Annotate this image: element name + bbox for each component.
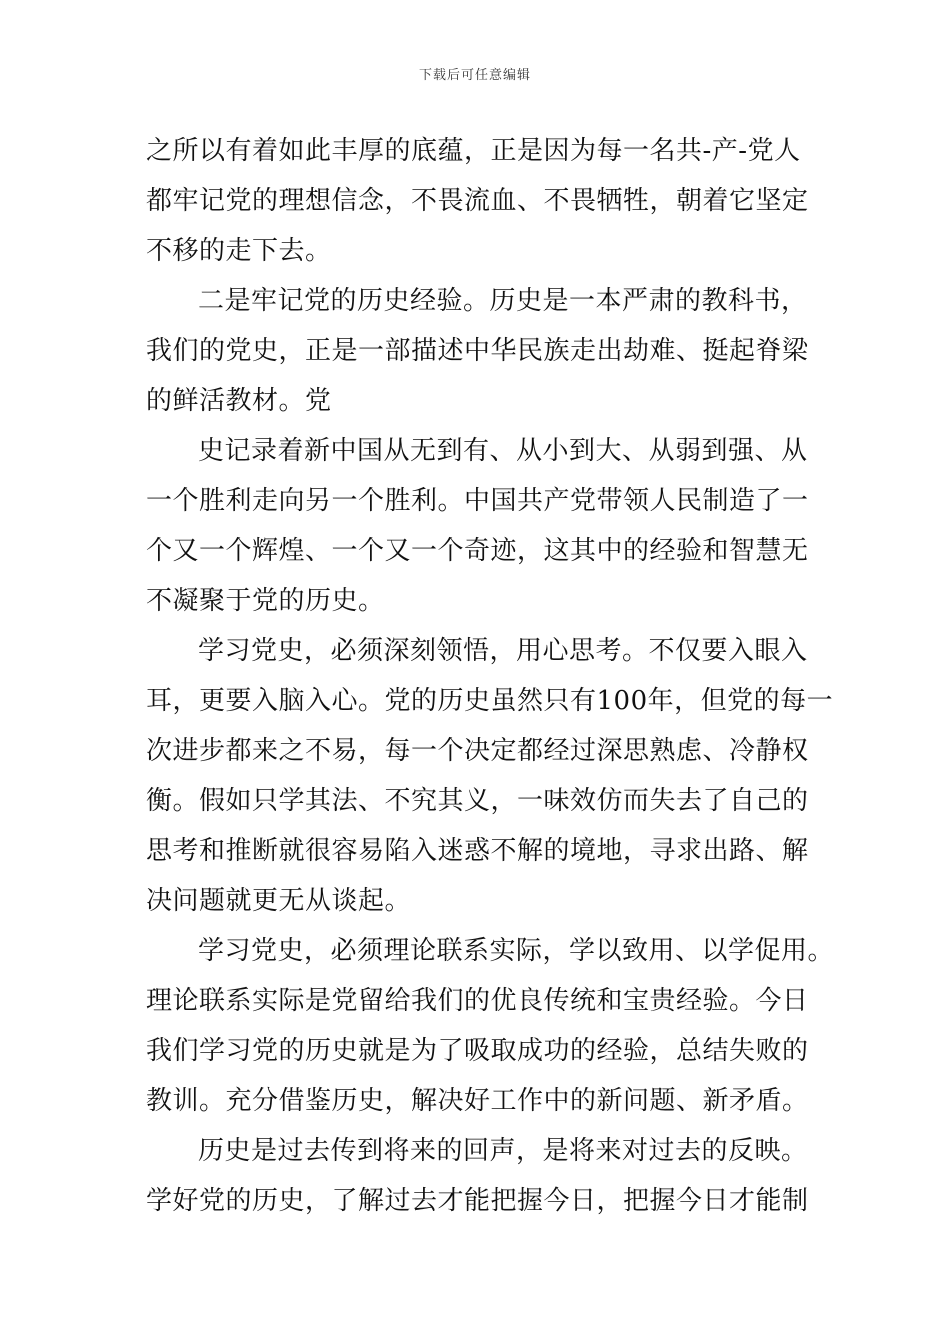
text-line: 理论联系实际是党留给我们的优良传统和宝贵经验。今日 (146, 986, 809, 1016)
text-line: 思考和推断就很容易陷入迷惑不解的境地，寻求出路、解 (146, 836, 809, 866)
text-line: 都牢记党的理想信念，不畏流血、不畏牺牲，朝着它坚定 (146, 186, 809, 216)
text-line: 二是牢记党的历史经验。历史是一本严肃的教科书， (198, 286, 808, 316)
text-line: 个又一个辉煌、一个又一个奇迹，这其中的经验和智慧无 (146, 536, 809, 566)
text-line: 历史是过去传到将来的回声，是将来对过去的反映。 (198, 1136, 808, 1166)
text-line: 决问题就更无从谈起。 (146, 886, 412, 916)
text-line: 学习党史，必须深刻领悟，用心思考。不仅要入眼入 (198, 636, 808, 666)
page-header: 下载后可任意编辑 (418, 68, 531, 83)
text-line: 一个胜利走向另一个胜利。中国共产党带领人民制造了一 (146, 486, 809, 516)
text-line: 我们学习党的历史就是为了吸取成功的经验，总结失败的 (146, 1036, 809, 1066)
text-line: 史记录着新中国从无到有、从小到大、从弱到强、从 (198, 436, 808, 466)
text-line: 衡。假如只学其法、不究其义，一味效仿而失去了自己的 (146, 786, 809, 816)
text-line: 不移的走下去。 (146, 236, 332, 266)
text-line: 不凝聚于党的历史。 (146, 586, 385, 616)
text-line: 次进步都来之不易，每一个决定都经过深思熟虑、冷静权 (146, 736, 809, 766)
document-body (146, 126, 835, 1226)
text-line: 耳，更要入脑入心。党的历史虽然只有100年，但党的每一 (146, 686, 834, 716)
text-line: 的鲜活教材。党 (146, 386, 332, 416)
text-line: 学习党史，必须理论联系实际，学以致用、以学促用。 (198, 936, 835, 966)
text-line: 之所以有着如此丰厚的底蕴，正是因为每一名共-产-党人 (146, 136, 801, 166)
text-line: 学好党的历史，了解过去才能把握今日，把握今日才能制 (146, 1186, 809, 1216)
text-line: 我们的党史，正是一部描述中华民族走出劫难、挺起脊梁 (146, 336, 809, 366)
text-line: 教训。充分借鉴历史，解决好工作中的新问题、新矛盾。 (146, 1086, 809, 1116)
